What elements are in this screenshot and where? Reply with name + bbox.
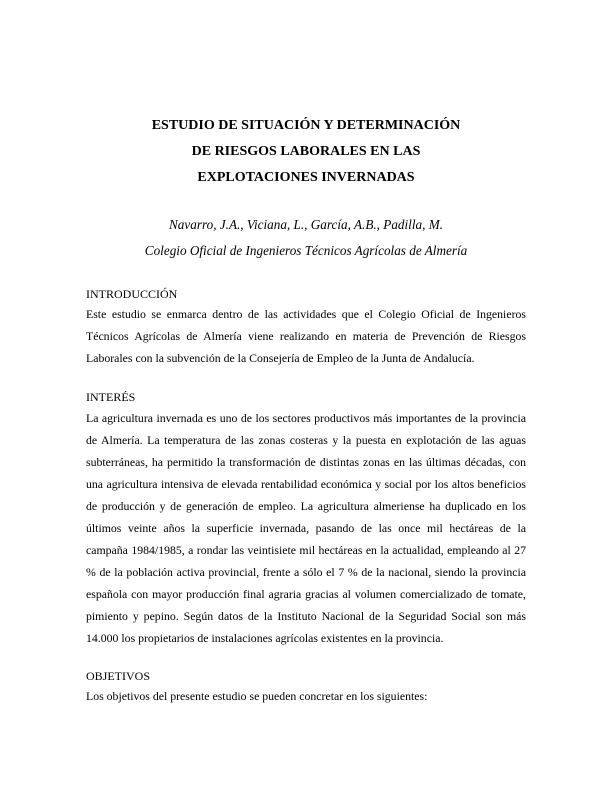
paragraph-line: Técnicos Agrícolas de Almería viene realizando en materia de Prevención de Riesgos [86, 329, 526, 343]
paragraph-line: española con mayor producción final agraria gracias al volumen comercializado de tomate, [86, 587, 526, 601]
paragraph-line: de Almería. La temperatura de las zonas costeras y la puesta en explotación de las aguas [86, 433, 526, 447]
paragraph-line: Laborales con la subvención de la Consejería de Empleo de la Junta de Andalucía. [86, 351, 475, 365]
paragraph-line: campaña 1984/1985, a rondar las veintisiete mil hectáreas en la actualidad, empleando al 27 [86, 543, 526, 557]
paragraph-line: % de la población activa provincial, frente a sólo el 7 % de la nacional, siendo la provincia [86, 565, 526, 579]
paragraph-line: subterráneas, ha permitido la transformación de distintas zonas en las últimas décadas, con [86, 455, 526, 469]
paragraph-line: pimiento y pepino. Según datos de la Instituto Nacional de la Seguridad Social son más [86, 609, 526, 623]
paragraph-line: una agricultura intensiva de elevada rentabilidad económica y social por los altos beneficios [86, 477, 526, 491]
title-line-1: ESTUDIO DE SITUACIÓN Y DETERMINACIÓN [151, 118, 461, 133]
title-line-2: DE RIESGOS LABORALES EN LAS [191, 144, 421, 159]
paragraph-line: 14.000 los propietarios de instalaciones agrícolas existentes en la provincia. [86, 631, 444, 645]
section-heading-objetivos: OBJETIVOS [86, 669, 151, 683]
section-heading-introduccion: INTRODUCCIÓN [86, 287, 178, 301]
paragraph-line: Los objetivos del presente estudio se pueden concretar en los siguientes: [86, 689, 428, 703]
authors: Navarro, J.A., Viciana, L., García, A.B., Padilla, M. [169, 217, 443, 232]
paragraph-line: últimos veinte años la superficie invernada, pasando de las once mil hectáreas de la [86, 521, 526, 535]
section-heading-interes: INTERÉS [86, 390, 136, 404]
affiliation: Colegio Oficial de Ingenieros Técnicos Agrícolas de Almería [144, 243, 468, 258]
paragraph-line: Este estudio se enmarca dentro de las actividades que el Colegio Oficial de Ingenieros [86, 307, 526, 321]
title-line-3: EXPLOTACIONES INVERNADAS [197, 170, 415, 185]
paragraph-line: de producción y de generación de empleo. La agricultura almeriense ha duplicado en los [86, 499, 526, 513]
paragraph-line: La agricultura invernada es uno de los sectores productivos más importantes de la provincia [86, 411, 526, 425]
